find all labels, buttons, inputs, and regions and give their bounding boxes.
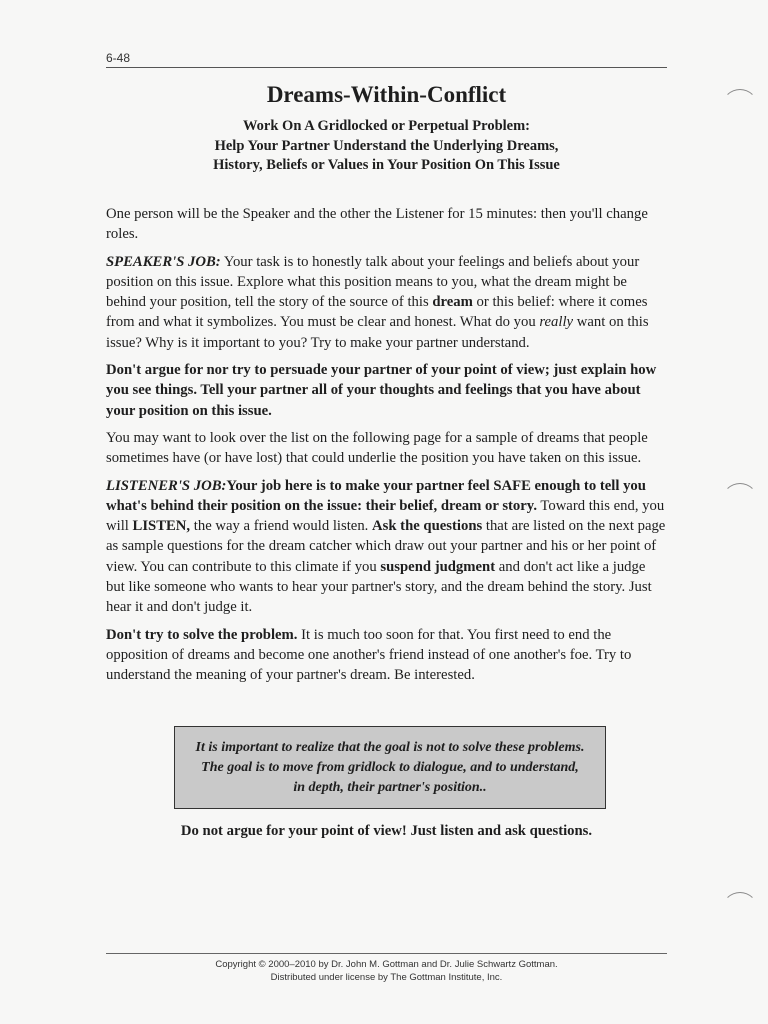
footer-rule [106,953,667,954]
footer-line: Distributed under license by The Gottman Institute, Inc. [270,972,503,983]
copyright-footer [106,958,667,984]
subtitle-line: Help Your Partner Understand the Underlying Dreams, [214,137,559,154]
page-title: Dreams-Within-Conflict [266,82,507,107]
speaker-text: Your task is to honestly talk about your feelings and beliefs about your position on this issue. Explore what this position means to you, what the dream might be behind your position, tell the story of the source of this [106,253,640,311]
dont-solve-text: It is much too soon for that. You first need to end the opposition of dreams and become one another's friend instead of one another's foe. Try to understand the meaning of your partner's dream. Be interested. [106,626,632,684]
footer-line: Copyright © 2000–2010 by Dr. John M. Gottman and Dr. Julie Schwartz Gottman. [215,959,558,970]
callout-line: in depth, their partner's position.. [293,779,487,795]
intro-paragraph: One person will be the Speaker and the other the Listener for 15 minutes: then you'll change roles. [106,206,648,243]
speaker-label: SPEAKER'S JOB: [106,253,221,270]
page-number: 6-48 [106,51,131,65]
binder-hole-mark [722,483,758,518]
speaker-emphasis: dream [432,294,473,311]
page-subtitle [106,117,667,176]
listener-label: LISTENER'S JOB: [106,477,227,494]
closing-statement: Do not argue for your point of view! Just listen and ask questions. [180,823,593,839]
dont-solve-paragraph [106,625,667,686]
listener-emphasis: LISTEN, [132,518,191,535]
instructions-body [106,204,667,693]
listener-emphasis: Your job here is to make your partner feel SAFE enough to tell you what's behind their position on the issue: their belief, dream or story. [106,477,646,514]
speaker-text: want on this issue? Why is it important to you? Try to make your partner understand. [106,314,649,351]
callout-line: It is important to realize that the goal is not to solve these problems. [195,739,585,755]
listener-text: Toward this end, you will [106,497,665,535]
binder-hole-mark [722,892,758,927]
subtitle-line: History, Beliefs or Values in Your Position On This Issue [213,157,560,173]
speaker-italic: really [539,314,574,331]
listener-text: the way a friend would listen. [190,518,373,535]
dont-solve-emphasis: Don't try to solve the problem. [106,626,298,643]
binder-hole-mark [722,89,758,124]
listener-text: that are listed on the next page as sample questions for the dream catcher which draw out your partner and his or her point of view. You can contribute to this climate if you [106,518,666,575]
dont-argue-paragraph: Don't argue for nor try to persuade your partner of your point of view; just explain how you see things. Tell your partner all of your thoughts and feelings that you have about your position on this issue. [106,362,657,419]
callout-text [186,738,595,798]
callout-line: The goal is to move from gridlock to dialogue, and to understand, [201,759,579,775]
header-rule [106,67,667,68]
subtitle-line: Work On A Gridlocked or Perpetual Problem: [242,118,531,134]
listener-text: and don't act like a judge but like someone who wants to hear your partner's story, and the dream behind the story. Just hear it and don't judge it. [106,558,652,616]
listener-emphasis: suspend judgment [380,558,496,575]
listener-paragraph [106,476,667,618]
list-note-paragraph: You may want to look over the list on the following page for a sample of dreams that people sometimes have (or have lost) that could underlie the position you have taken on this issue. [106,429,648,467]
speaker-paragraph [106,252,667,353]
listener-emphasis: Ask the questions [372,518,483,535]
callout-box [174,726,606,809]
speaker-text: or this belief: where it comes from and what it symbolizes. You must be clear and honest. What do you [106,294,648,331]
